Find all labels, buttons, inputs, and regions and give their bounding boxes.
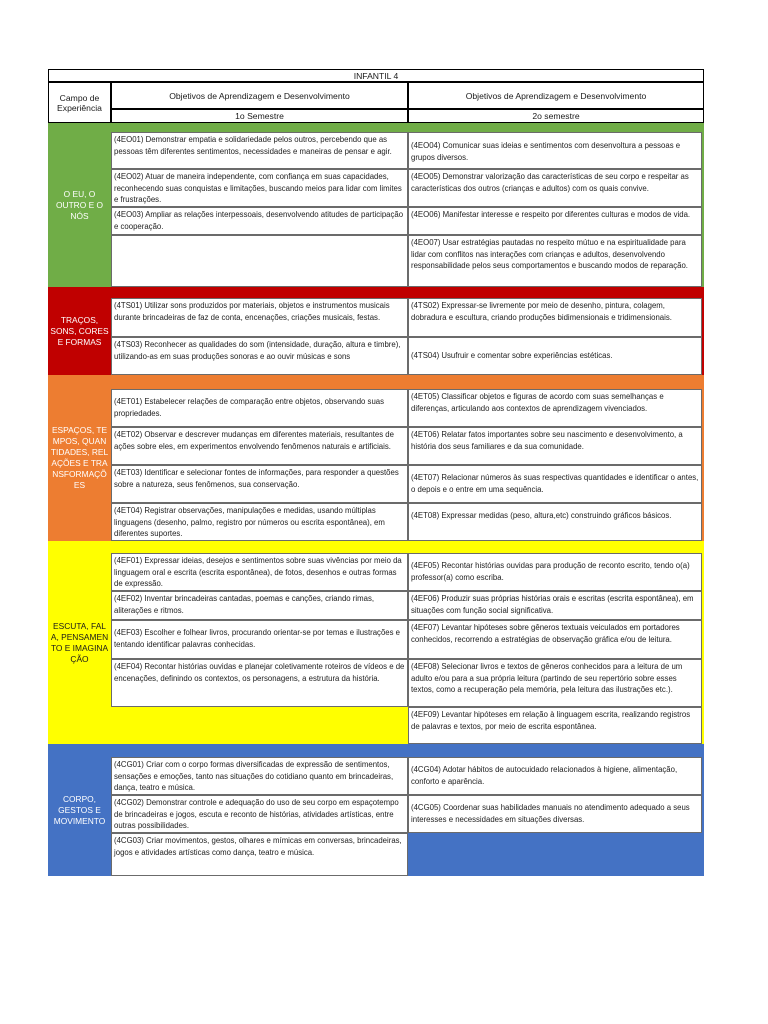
category-label: ESCUTA, FALA, PENSAMENTO E IMAGINAÇÃO [50, 620, 109, 664]
objective-cell: (4EF01) Expressar ideias, desejos e sentimentos sobre suas vivências por meio da linguagem oral e escrita (escrita espontânea), de fotos, desenhos e outras formas de expressão. [111, 553, 408, 591]
category-tracos [48, 287, 111, 375]
objective-cell: (4TS01) Utilizar sons produzidos por materiais, objetos e instrumentos musicais durante brincadeiras de faz de conta, encenações, criações musicais, festas. [111, 298, 408, 337]
objective-cell: (4EO04) Comunicar suas ideias e sentimentos com desenvoltura a pessoas e grupos diversos. [408, 132, 702, 169]
objective-cell: (4EO02) Atuar de maneira independente, com confiança em suas capacidades, reconhecendo suas conquistas e limitações, buscando meios para lidar com limites e frustrações. [111, 169, 408, 207]
category-escuta [48, 541, 111, 744]
objective-cell: (4EF06) Produzir suas próprias histórias orais e escritas (escrita espontânea), em situações com função social significativa. [408, 591, 702, 620]
objective-cell: (4ET07) Relacionar números às suas respectivas quantidades e identificar o antes, o depois e o entre em uma sequência. [408, 465, 702, 503]
curriculum-table [48, 69, 704, 876]
category-label: TRAÇOS, SONS, CORES E FORMAS [50, 314, 109, 347]
objective-cell: (4EF02) Inventar brincadeiras cantadas, poemas e canções, criando rimas, aliterações e ritmos. [111, 591, 408, 620]
objective-cell: (4ET03) Identificar e selecionar fontes de informações, para responder a questões sobre a natureza, seus fenômenos, sua conservação. [111, 465, 408, 503]
objective-cell: (4EO05) Demonstrar valorização das características de seu corpo e respeitar as características dos outros (crianças e adultos) com os quais convive. [408, 169, 702, 207]
campo-header: Campo de Experiência [48, 82, 111, 123]
category-eu [48, 123, 111, 287]
objective-cell: (4ET04) Registrar observações, manipulações e medidas, usando múltiplas linguagens (desenho, palmo, registro por números ou escrita espontânea), em diferentes suportes. [111, 503, 408, 541]
objective-cell: (4ET02) Observar e descrever mudanças em diferentes materiais, resultantes de ações sobre eles, em experimentos envolvendo fenômenos naturais e artificiais. [111, 427, 408, 465]
objective-cell: (4CG05) Coordenar suas habilidades manuais no atendimento adequado a seus interesses e necessidades em situações diversas. [408, 795, 702, 833]
semester-1-header: 1o Semestre [111, 109, 408, 123]
category-espacos [48, 375, 111, 541]
objectives-header-col1: Objetivos de Aprendizagem e Desenvolvimento [111, 82, 408, 109]
objective-cell: (4TS04) Usufruir e comentar sobre experiências estéticas. [408, 337, 702, 375]
objectives-header-col2: Objetivos de Aprendizagem e Desenvolvimento [408, 82, 704, 109]
objective-cell: (4EF05) Recontar histórias ouvidas para produção de reconto escrito, tendo o(a) professor(a) como escriba. [408, 553, 702, 591]
empty-cell [111, 235, 408, 287]
objective-cell: (4EO06) Manifestar interesse e respeito por diferentes culturas e modos de vida. [408, 207, 702, 235]
category-label: O EU, O OUTRO E O NÓS [56, 188, 103, 221]
objective-cell: (4ET08) Expressar medidas (peso, altura,etc) construindo gráficos básicos. [408, 503, 702, 541]
objective-cell: (4ET01) Estabelecer relações de comparação entre objetos, observando suas propriedades. [111, 389, 408, 427]
objective-cell: (4TS03) Reconhecer as qualidades do som (intensidade, duração, altura e timbre), utilizando-as em suas produções sonoras e ao ouvir músicas e sons [111, 337, 408, 375]
category-corpo [48, 744, 111, 876]
objective-cell: (4CG04) Adotar hábitos de autocuidado relacionados à higiene, alimentação, conforto e aparência. [408, 757, 702, 795]
objective-cell: (4EO07) Usar estratégias pautadas no respeito mútuo e na espiritualidade para lidar com conflitos nas interações com crianças e adultos, desenvolvendo responsabilidade pelos seus comportamentos e buscando modos de reparação. [408, 235, 702, 287]
objective-cell: (4EF04) Recontar histórias ouvidas e planejar coletivamente roteiros de vídeos e de encenações, definindo os contextos, os personagens, a estrutura da história. [111, 659, 408, 707]
objective-cell: (4ET05) Classificar objetos e figuras de acordo com suas semelhanças e diferenças, articulando aos contextos de aprendizagem vivenciados. [408, 389, 702, 427]
objective-cell: (4EO03) Ampliar as relações interpessoais, desenvolvendo atitudes de participação e cooperação. [111, 207, 408, 235]
table-title: INFANTIL 4 [48, 69, 704, 82]
objective-cell: (4EO01) Demonstrar empatia e solidariedade pelos outros, percebendo que as pessoas têm diferentes sentimentos, necessidades e maneiras de pensar e agir. [111, 132, 408, 169]
category-label: CORPO, GESTOS E MOVIMENTO [53, 793, 106, 826]
semester-2-header: 2o semestre [408, 109, 704, 123]
objective-cell: (4EF09) Levantar hipóteses em relação à linguagem escrita, realizando registros de palavras e textos, por meio de escrita espontânea. [408, 707, 702, 744]
objective-cell: (4TS02) Expressar-se livremente por meio de desenho, pintura, colagem, dobradura e escultura, criando produções bidimensionais e tridimensionais. [408, 298, 702, 337]
objective-cell: (4EF08) Selecionar livros e textos de gêneros conhecidos para a leitura de um adulto e/ou para a sua própria leitura (partindo de seu repertório sobre esses textos, como a recuperação pela memória, pela leitura das ilustrações etc.). [408, 659, 702, 707]
objective-cell: (4EF07) Levantar hipóteses sobre gêneros textuais veiculados em portadores conhecidos, recorrendo a estratégias de observação gráfica e/ou de leitura. [408, 620, 702, 659]
objective-cell: (4CG03) Criar movimentos, gestos, olhares e mímicas em conversas, brincadeiras, jogos e atividades artísticas como dança, teatro e música. [111, 833, 408, 876]
objective-cell: (4ET06) Relatar fatos importantes sobre seu nascimento e desenvolvimento, a história dos seus familiares e da sua comunidade. [408, 427, 702, 465]
objective-cell: (4EF03) Escolher e folhear livros, procurando orientar-se por temas e ilustrações e tentando identificar palavras conhecidas. [111, 620, 408, 659]
objective-cell: (4CG02) Demonstrar controle e adequação do uso de seu corpo em espaçotempo de brincadeiras e jogos, escuta e reconto de histórias, atividades artísticas, entre outras possibilidades. [111, 795, 408, 833]
objective-cell: (4CG01) Criar com o corpo formas diversificadas de expressão de sentimentos, sensações e emoções, tanto nas situações do cotidiano quanto em brincadeiras, dança, teatro e música. [111, 757, 408, 795]
category-label: ESPAÇOS, TEMPOS, QUANTIDADES, RELAÇÕES E TRANSFORMAÇÕES [50, 425, 109, 490]
